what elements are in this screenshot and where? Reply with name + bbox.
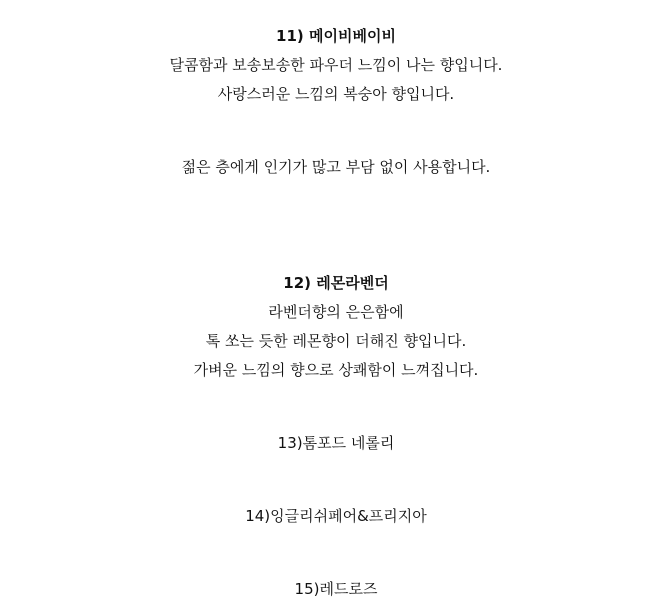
plain-item-14: 14)잉글리쉬페어&프리지아 [245, 507, 427, 525]
section-line-11-1: 달콤함과 보송보송한 파우더 느낌이 나는 향입니다. [169, 56, 503, 74]
spacer-before-14 [0, 458, 672, 502]
section-line-12-2: 톡 쏘는 듯한 레몬향이 더해진 향입니다. [205, 332, 467, 350]
spacer-after-11-lines [0, 109, 672, 153]
spacer-between-11-and-12-extra [0, 240, 672, 269]
plain-item-15: 15)레드로즈 [294, 580, 378, 598]
section-heading-12: 12) 레몬라벤더 [283, 274, 389, 292]
section-item-12 [0, 269, 672, 385]
top-spacer [0, 0, 672, 22]
section-heading-11: 11) 메이비베이비 [276, 27, 396, 45]
plain-item-13: 13)톰포드 네롤리 [277, 434, 395, 452]
section-line-12-3: 가벼운 느낌의 향으로 상쾌함이 느껴집니다. [193, 361, 479, 379]
section-line-11-2: 사랑스러운 느낌의 복숭아 향입니다. [217, 85, 455, 103]
spacer-before-15 [0, 531, 672, 575]
section-line-12-1: 라벤더향의 은은함에 [268, 303, 404, 321]
section-item-11 [0, 22, 672, 182]
section-note-11: 젊은 층에게 인기가 많고 부담 없이 사용합니다. [181, 158, 491, 176]
spacer-between-11-and-12 [0, 182, 672, 240]
spacer-before-13 [0, 385, 672, 429]
